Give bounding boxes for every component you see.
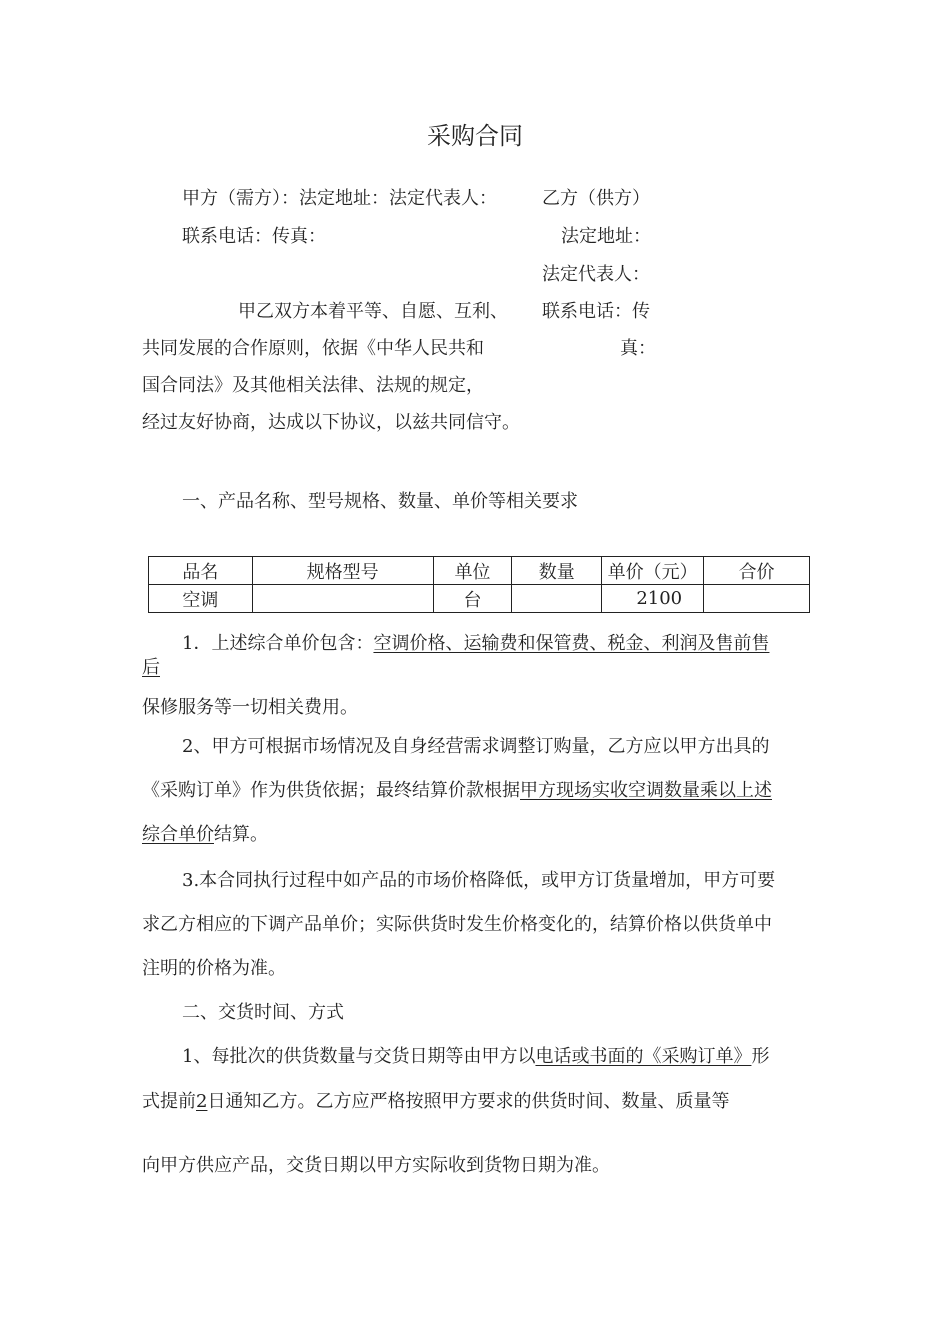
clause-1-wrap-text: 后 (142, 657, 160, 678)
cell-spec-model (252, 585, 433, 613)
header-unit: 单位 (433, 557, 512, 585)
cell-total (704, 585, 810, 613)
party-b-phone: 联系电话：传 (542, 301, 650, 322)
delivery-clause-line-3: 向甲方供应产品，交货日期以甲方实际收到货物日期为准。 (142, 1155, 610, 1176)
cell-quantity (512, 585, 602, 613)
preamble-line-3: 国合同法》及其他相关法律、法规的规定， (142, 375, 484, 396)
preamble-line-4: 经过友好协商，达成以下协议，以兹共同信守。 (142, 412, 520, 433)
delivery-clause-line-2 (142, 1091, 729, 1113)
delivery-line-2-suffix: 日通知乙方。乙方应严格按照甲方要求的供货时间、数量、质量等 (207, 1091, 730, 1112)
party-b-address: 法定地址： (561, 226, 651, 247)
delivery-notice-days: 2 (196, 1091, 208, 1112)
clause-3-line-2: 求乙方相应的下调产品单价；实际供货时发生价格变化的，结算价格以供货单中 (142, 914, 772, 935)
delivery-line-1-prefix: 1、每批次的供货数量与交货日期等由甲方以 (182, 1046, 536, 1067)
clause-2-line-3-suffix: 结算。 (214, 824, 268, 845)
clause-2-settlement-basis: 甲方现场实收空调数量乘以上述 (520, 780, 772, 801)
preamble-line-2: 共同发展的合作原则，依据《中华人民共和 (142, 338, 484, 359)
header-unit-price: 单价（元） (602, 557, 704, 585)
cell-unit-price: 2100 (602, 585, 704, 613)
header-product-name: 品名 (149, 557, 253, 585)
party-a-line-1: 甲方（需方）：法定地址：法定代表人： (182, 188, 497, 209)
header-spec-model: 规格型号 (252, 557, 433, 585)
delivery-clause-line-1 (182, 1046, 769, 1068)
product-table (148, 556, 810, 613)
clause-3-line-3: 注明的价格为准。 (142, 958, 286, 979)
cell-product-name: 空调 (149, 585, 253, 613)
party-b-representative: 法定代表人： (542, 264, 650, 285)
preamble-line-1: 甲乙双方本着平等、自愿、互利、 (238, 301, 508, 322)
page-title: 采购合同 (427, 122, 523, 150)
section-2-heading: 二、交货时间、方式 (182, 1002, 344, 1023)
party-b-label: 乙方（供方） (542, 188, 650, 209)
table-row (149, 585, 810, 613)
cell-unit: 台 (433, 585, 512, 613)
clause-2-line-2-prefix: 《采购订单》作为供货依据；最终结算价款根据 (142, 780, 520, 801)
clause-1-included-costs: 空调价格、运输费和保管费、税金、利润及售前售 (373, 633, 770, 654)
delivery-line-2-prefix: 式提前 (142, 1091, 196, 1112)
table-header-row (149, 557, 810, 585)
clause-3-line-1: 3.本合同执行过程中如产品的市场价格降低，或甲方订货量增加，甲方可要 (182, 870, 776, 891)
party-a-line-2: 联系电话：传真： (182, 226, 326, 247)
delivery-order-method: 电话或书面的《采购订单》 (535, 1046, 752, 1067)
clause-2-line-3 (142, 824, 268, 846)
header-quantity: 数量 (512, 557, 602, 585)
clause-1-wrap (142, 657, 160, 679)
delivery-line-1-suffix: 形 (751, 1046, 770, 1067)
clause-1-line-1 (182, 633, 769, 655)
clause-1-line-2: 保修服务等一切相关费用。 (142, 697, 358, 718)
party-b-fax: 真： (620, 338, 656, 359)
clause-2-line-2 (142, 780, 772, 802)
header-total: 合价 (704, 557, 810, 585)
clause-2-line-1: 2、甲方可根据市场情况及自身经营需求调整订购量，乙方应以甲方出具的 (182, 736, 770, 757)
clause-2-unit-price: 综合单价 (142, 824, 214, 845)
section-1-heading: 一、产品名称、型号规格、数量、单价等相关要求 (182, 491, 578, 512)
clause-1-prefix: 1．上述综合单价包含： (182, 633, 374, 654)
